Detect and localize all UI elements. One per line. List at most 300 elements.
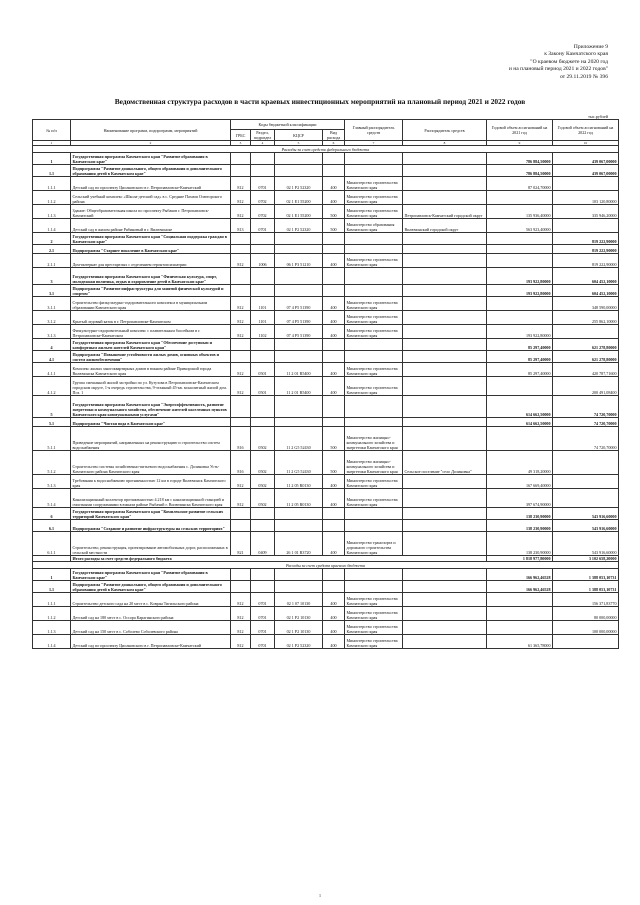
- item-row: [33, 607, 619, 621]
- row-name: Строительство физкультурно-оздоровительного комплекса в муниципальном образовании Камчатского края: [71, 297, 231, 311]
- row-kcsr: 26 1 01 R3720: [275, 532, 323, 556]
- row-number: 3: [33, 268, 71, 285]
- program-row: [33, 165, 619, 177]
- row-number: 1.1.4: [33, 219, 71, 233]
- row-grbs: 812: [231, 297, 251, 311]
- program-row: [33, 520, 619, 532]
- row-main-manager: Министерство строительства Камчатского края: [345, 363, 403, 377]
- col-name: Наименование программ, подпрограмм, мероприятий: [71, 120, 231, 141]
- row-recipient: [403, 569, 487, 581]
- row-razdel: 0702: [251, 205, 275, 219]
- row-kcsr: 02 1 Р2 10130: [275, 607, 323, 621]
- row-kcsr: [275, 581, 323, 593]
- row-vr: 400: [323, 635, 345, 649]
- amount-2022: [553, 489, 619, 508]
- row-number: 1: [33, 153, 71, 165]
- row-razdel: 0701: [251, 635, 275, 649]
- row-recipient: [403, 165, 487, 177]
- row-kcsr: [275, 245, 323, 254]
- row-number: 1.1.1: [33, 593, 71, 607]
- row-vr: 400: [323, 377, 345, 396]
- amount-2022: 156 371,83770: [553, 593, 619, 607]
- row-kcsr: 11 2 01 R5400: [275, 377, 323, 396]
- row-razdel: [251, 245, 275, 254]
- row-grbs: [231, 418, 251, 427]
- row-kcsr: 02 1 07 10130: [275, 593, 323, 607]
- row-vr: 500: [323, 451, 345, 475]
- col-2022: Годовой объем ассигнований на 2022 год: [553, 120, 619, 141]
- row-kcsr: [275, 285, 323, 297]
- row-kcsr: [275, 418, 323, 427]
- item-row: [33, 532, 619, 556]
- row-main-manager: Министерство строительства Камчатского края: [345, 311, 403, 325]
- amount-2022: 439 067,00000: [553, 165, 619, 177]
- row-vr: 400: [323, 297, 345, 311]
- row-vr: [323, 581, 345, 593]
- row-name: Группа смешанной жилой застройки по ул. Кутузова в Петропавловске-Камчатском городском округе, 1-я очередь строительства, 9-этажный 45-кв. монолитный жилой дом. Поз. 1: [71, 377, 231, 396]
- row-razdel: [251, 153, 275, 165]
- row-kcsr: 07 4 Р5 51390: [275, 311, 323, 325]
- row-razdel: 1101: [251, 311, 275, 325]
- row-razdel: [251, 233, 275, 245]
- amount-2022: 543 916,60000: [553, 520, 619, 532]
- program-row: [33, 233, 619, 245]
- program-row: [33, 268, 619, 285]
- row-razdel: 0702: [251, 191, 275, 205]
- row-number: 1.1: [33, 165, 71, 177]
- row-grbs: [231, 581, 251, 593]
- row-vr: [323, 569, 345, 581]
- program-row: [33, 508, 619, 520]
- amount-2022: 1 388 053,10731: [553, 581, 619, 593]
- colnum: 9: [487, 141, 553, 146]
- row-razdel: 0701: [251, 607, 275, 621]
- row-name: Крытый ледовый каток в г. Петропавловске-Камчатском: [71, 311, 231, 325]
- row-kcsr: 02 1 Е1 55200: [275, 191, 323, 205]
- amount-2022: 621 278,80000: [553, 339, 619, 351]
- amount-2022: [553, 635, 619, 649]
- row-name: Государственная программа Камчатского края "Комплексное развитие сельских территорий Камчатского края": [71, 508, 231, 520]
- amount-2022: 74 720,70000: [553, 418, 619, 427]
- row-grbs: [231, 520, 251, 532]
- amount-2021: 1 818 977,80000: [487, 556, 553, 562]
- row-recipient: [403, 153, 487, 165]
- amount-2021: [487, 593, 553, 607]
- row-recipient: [403, 532, 487, 556]
- row-number: 5: [33, 396, 71, 418]
- row-vr: 400: [323, 475, 345, 489]
- row-name: Государственная программа Камчатского края "Развитие образования в Камчатском крае": [71, 153, 231, 165]
- amount-2021: 166 962,46528: [487, 569, 553, 581]
- amount-2021: 49 318,20000: [487, 451, 553, 475]
- row-razdel: [251, 418, 275, 427]
- row-main-manager: Министерство строительства Камчатского края: [345, 254, 403, 268]
- row-main-manager: [345, 581, 403, 593]
- row-vr: 400: [323, 325, 345, 339]
- row-razdel: 0701: [251, 177, 275, 191]
- amount-2022: 255 862,10000: [553, 311, 619, 325]
- row-main-manager: Министерство строительства Камчатского края: [345, 297, 403, 311]
- program-row: [33, 153, 619, 165]
- row-razdel: 0501: [251, 363, 275, 377]
- row-name: Государственная программа Камчатского края "Развитие образования в Камчатском крае": [71, 569, 231, 581]
- expenditure-table: [32, 119, 619, 649]
- amount-2022: 200 491,08400: [553, 377, 619, 396]
- amount-2021: 614 662,50000: [487, 418, 553, 427]
- row-main-manager: [345, 268, 403, 285]
- amount-2021: 61 365,78000: [487, 635, 553, 649]
- row-vr: [323, 153, 345, 165]
- row-recipient: [403, 427, 487, 451]
- item-row: [33, 621, 619, 635]
- amount-2021: [487, 245, 553, 254]
- row-main-manager: Министерство строительства Камчатского края: [345, 205, 403, 219]
- row-recipient: [403, 635, 487, 649]
- row-number: 1.1: [33, 581, 71, 593]
- row-name: Подпрограмма "Старшее поколение в Камчатском крае": [71, 245, 231, 254]
- row-razdel: 1006: [251, 254, 275, 268]
- unit-label: тыс.рублей: [588, 114, 608, 119]
- amount-2022: 543 916,60000: [553, 508, 619, 520]
- row-name: Детский сад по проспекту Циолковского в г. Петропавловске-Камчатский: [71, 635, 231, 649]
- col-main: Главный распорядитель средств: [345, 120, 403, 141]
- amount-2021: 193 922,80000: [487, 325, 553, 339]
- row-grbs: 812: [231, 205, 251, 219]
- row-recipient: [403, 508, 487, 520]
- row-grbs: 812: [231, 593, 251, 607]
- row-vr: [323, 285, 345, 297]
- row-razdel: [251, 520, 275, 532]
- amount-2022: 439 067,00000: [553, 153, 619, 165]
- row-kcsr: 11 2 G5 52430: [275, 427, 323, 451]
- row-vr: 400: [323, 532, 345, 556]
- row-recipient: [403, 285, 487, 297]
- row-vr: [323, 268, 345, 285]
- row-kcsr: 02 1 Р2 52320: [275, 177, 323, 191]
- row-number: 5.1.3: [33, 475, 71, 489]
- amount-2022: [553, 325, 619, 339]
- row-number: 1: [33, 569, 71, 581]
- amount-2022: 80 000,00000: [553, 607, 619, 621]
- colnum: 6: [323, 141, 345, 146]
- row-grbs: [231, 153, 251, 165]
- item-row: [33, 205, 619, 219]
- row-name: Государственная программа Камчатского края "Социальная поддержка граждан в Камчатском крае": [71, 233, 231, 245]
- row-number: 4.1.1: [33, 363, 71, 377]
- row-recipient: [403, 268, 487, 285]
- amount-2022: 420 787,71600: [553, 363, 619, 377]
- row-recipient: [403, 311, 487, 325]
- row-recipient: [403, 351, 487, 363]
- amount-2021: 85 297,40000: [487, 351, 553, 363]
- colnum: 1: [33, 141, 71, 146]
- amount-2021: 786 884,50000: [487, 165, 553, 177]
- amount-2022: 604 452,10000: [553, 268, 619, 285]
- row-name: Государственная программа Камчатского края "Энергоэффективность, развитие энергетики и коммунального хозяйства, обеспечение жителей населенных пунктов Камчатского края коммунальными услугами": [71, 396, 231, 418]
- row-kcsr: [275, 396, 323, 418]
- row-grbs: 812: [231, 325, 251, 339]
- amount-2022: 3 102 658,20000: [553, 556, 619, 562]
- item-row: [33, 377, 619, 396]
- item-row: [33, 635, 619, 649]
- row-recipient: [403, 233, 487, 245]
- row-number: 2: [33, 233, 71, 245]
- row-grbs: [231, 165, 251, 177]
- amount-2021: [487, 607, 553, 621]
- row-main-manager: Министерство строительства Камчатского края: [345, 593, 403, 607]
- row-number: 1.1.2: [33, 191, 71, 205]
- section-title: Расходы за счет средств краевого бюджета: [33, 562, 619, 569]
- row-grbs: [231, 245, 251, 254]
- row-main-manager: Министерство жилищно-коммунального хозяйства и энергетики Камчатского края: [345, 427, 403, 451]
- row-kcsr: [275, 520, 323, 532]
- row-grbs: 812: [231, 311, 251, 325]
- colnum: 4: [251, 141, 275, 146]
- row-kcsr: 11 2 05 R0130: [275, 489, 323, 508]
- row-number: 5.1.4: [33, 489, 71, 508]
- amount-2022: 103 120,80000: [553, 191, 619, 205]
- item-row: [33, 254, 619, 268]
- row-number: 4.1.2: [33, 377, 71, 396]
- amount-2021: 167 669,40000: [487, 475, 553, 489]
- row-recipient: [403, 177, 487, 191]
- row-number: 3.1.3: [33, 325, 71, 339]
- row-vr: 400: [323, 607, 345, 621]
- program-row: [33, 396, 619, 418]
- amount-2021: [487, 297, 553, 311]
- row-recipient: [403, 363, 487, 377]
- amount-2022: [553, 475, 619, 489]
- row-main-manager: [345, 233, 403, 245]
- row-main-manager: Министерство строительства Камчатского края: [345, 325, 403, 339]
- amount-2021: 166 962,46528: [487, 581, 553, 593]
- item-row: [33, 593, 619, 607]
- row-name: Строительство, реконструкция, проектирование автомобильных дорог, расположенных в сельской местности: [71, 532, 231, 556]
- row-kcsr: [275, 351, 323, 363]
- row-number: 5.1: [33, 418, 71, 427]
- row-grbs: 812: [231, 635, 251, 649]
- row-vr: 400: [323, 254, 345, 268]
- row-main-manager: [345, 153, 403, 165]
- row-grbs: 812: [231, 377, 251, 396]
- amount-2021: 138 230,90000: [487, 508, 553, 520]
- row-name: Подпрограмма "Развитие инфраструктуры для занятий физической культурой и спортом": [71, 285, 231, 297]
- row-razdel: 0409: [251, 532, 275, 556]
- header-line-4: и на плановый период 2021 и 2022 годов": [508, 66, 608, 73]
- row-razdel: 0502: [251, 475, 275, 489]
- col-recipient: Распорядитель средств: [403, 120, 487, 141]
- row-kcsr: 02 1 Р2 10130: [275, 621, 323, 635]
- row-grbs: [231, 569, 251, 581]
- amount-2021: 135 936,40000: [487, 205, 553, 219]
- colnum: 2: [71, 141, 231, 146]
- row-recipient: [403, 377, 487, 396]
- row-grbs: 816: [231, 451, 251, 475]
- row-name: Детский сад по проспекту Циолковского в г. Петропавловске-Камчатский: [71, 177, 231, 191]
- row-grbs: 812: [231, 177, 251, 191]
- row-recipient: [403, 191, 487, 205]
- amount-2021: [487, 254, 553, 268]
- row-main-manager: Министерство строительства Камчатского края: [345, 177, 403, 191]
- row-recipient: [403, 581, 487, 593]
- row-razdel: [251, 396, 275, 418]
- row-main-manager: Министерство строительства Камчатского края: [345, 607, 403, 621]
- item-row: [33, 475, 619, 489]
- section-header-row: [33, 146, 619, 153]
- row-name: Дом-интернат для престарелых с отделением геронтопсихиатрии: [71, 254, 231, 268]
- row-name: Подпрограмма "Развитие дошкольного, общего образования и дополнительного образования детей в Камчатском крае": [71, 165, 231, 177]
- row-kcsr: 11 2 05 R0130: [275, 475, 323, 489]
- row-grbs: 812: [231, 191, 251, 205]
- row-number: 1.1.2: [33, 607, 71, 621]
- row-razdel: [251, 569, 275, 581]
- amount-2021: 85 297,40000: [487, 363, 553, 377]
- row-vr: [323, 396, 345, 418]
- row-grbs: [231, 233, 251, 245]
- row-vr: 400: [323, 593, 345, 607]
- amount-2022: 819 222,90000: [553, 245, 619, 254]
- amount-2021: 786 884,50000: [487, 153, 553, 165]
- col-razdel: Раздел, подраздел: [251, 130, 275, 141]
- row-recipient: [403, 396, 487, 418]
- row-razdel: 0502: [251, 427, 275, 451]
- row-main-manager: Министерство строительства Камчатского края: [345, 621, 403, 635]
- amount-2022: [553, 451, 619, 475]
- row-razdel: [251, 508, 275, 520]
- amount-2021: 563 923,40000: [487, 219, 553, 233]
- row-number: 6.1: [33, 520, 71, 532]
- col-grbs: ГРБС: [231, 130, 251, 141]
- row-name: Государственная программа Камчатского края "Физическая культура, спорт, молодежная политика, отдых и оздоровление детей в Камчатском крае": [71, 268, 231, 285]
- item-row: [33, 311, 619, 325]
- row-name: Подпрограмма "Развитие дошкольного, общего образования и дополнительного образования детей в Камчатском крае": [71, 581, 231, 593]
- colnum: 5: [275, 141, 323, 146]
- row-recipient: [403, 489, 487, 508]
- item-row: [33, 297, 619, 311]
- row-vr: [323, 508, 345, 520]
- amount-2022: 74 720,70000: [553, 396, 619, 418]
- row-name: Строительство детского сада на 20 мест в с. Ковран Тигильского района: [71, 593, 231, 607]
- row-main-manager: Министерство транспорта и дорожного строительства Камчатского края: [345, 532, 403, 556]
- row-number: 3.1.1: [33, 297, 71, 311]
- row-main-manager: Министерство строительства Камчатского края: [345, 377, 403, 396]
- amount-2021: 87 024,70000: [487, 177, 553, 191]
- row-vr: 400: [323, 621, 345, 635]
- row-vr: [323, 165, 345, 177]
- amount-2021: [487, 377, 553, 396]
- row-main-manager: [345, 339, 403, 351]
- amount-2022: 819 222,90000: [553, 254, 619, 268]
- page-number: 1: [319, 893, 321, 898]
- amount-2022: 819 222,90000: [553, 233, 619, 245]
- row-name: Физкультурно-оздоровительный комплекс с плавательным бассейном в г. Петропавловске-Камчатском: [71, 325, 231, 339]
- row-number: 4.1: [33, 351, 71, 363]
- amount-2021: 138 230,90000: [487, 532, 553, 556]
- row-recipient: [403, 607, 487, 621]
- row-number: 1.1.4: [33, 635, 71, 649]
- row-number: 1.1.3: [33, 621, 71, 635]
- row-grbs: 813: [231, 219, 251, 233]
- row-vr: 400: [323, 311, 345, 325]
- header-line-3: "О краевом бюджете на 2020 год: [530, 58, 608, 65]
- row-recipient: [403, 325, 487, 339]
- row-name: Детский сад на 150 мест в с. Соболево Соболевского района: [71, 621, 231, 635]
- row-razdel: 0701: [251, 621, 275, 635]
- row-main-manager: Министерство строительства Камчатского края: [345, 489, 403, 508]
- row-vr: [323, 233, 345, 245]
- amount-2022: 621 278,80000: [553, 351, 619, 363]
- row-name: Детский сад в жилом районе Рябиновый в г. Вилючинске: [71, 219, 231, 233]
- row-number: 1.1.3: [33, 205, 71, 219]
- row-main-manager: [345, 396, 403, 418]
- row-recipient: Петропавловск-Камчатский городской округ: [403, 205, 487, 219]
- row-razdel: 0502: [251, 489, 275, 508]
- row-grbs: [231, 268, 251, 285]
- row-number: 2.1: [33, 245, 71, 254]
- appendix-header: [509, 44, 608, 81]
- amount-2022: 74 720,70000: [553, 427, 619, 451]
- item-row: [33, 451, 619, 475]
- item-row: [33, 427, 619, 451]
- row-kcsr: 07 4 Р5 51390: [275, 325, 323, 339]
- row-recipient: [403, 418, 487, 427]
- row-recipient: [403, 297, 487, 311]
- row-grbs: 812: [231, 254, 251, 268]
- row-grbs: [231, 339, 251, 351]
- colnum: 10: [553, 141, 619, 146]
- row-kcsr: [275, 268, 323, 285]
- row-main-manager: Министерство строительства Камчатского края: [345, 475, 403, 489]
- row-recipient: Сельское поселение "село Долиновка": [403, 451, 487, 475]
- row-name: Подпрограмма "Повышение устойчивости жилых домов, основных объектов и систем жизнеобеспечения": [71, 351, 231, 363]
- amount-2021: 193 922,80000: [487, 268, 553, 285]
- row-name: Проведение мероприятий, направленных на реконструкцию и строительство систем водоснабжения: [71, 427, 231, 451]
- program-row: [33, 245, 619, 254]
- row-name: Комплекс жилых многоквартирных домов в южном районе Приморский города Вилючинска Камчатского края: [71, 363, 231, 377]
- row-kcsr: 11 2 01 R5400: [275, 363, 323, 377]
- amount-2021: 138 230,90000: [487, 520, 553, 532]
- row-grbs: 821: [231, 532, 251, 556]
- row-kcsr: [275, 569, 323, 581]
- row-grbs: 812: [231, 621, 251, 635]
- row-number: 5.1.1: [33, 427, 71, 451]
- row-razdel: 1102: [251, 325, 275, 339]
- row-number: 1.1.1: [33, 177, 71, 191]
- row-main-manager: Министерство строительства Камчатского края: [345, 635, 403, 649]
- col-codes: Коды бюджетной классификации: [231, 120, 345, 130]
- row-vr: [323, 245, 345, 254]
- program-row: [33, 351, 619, 363]
- row-vr: 400: [323, 177, 345, 191]
- row-grbs: 812: [231, 363, 251, 377]
- row-name: Сельский учебный комплекс «Школа-детский сад» в с. Средние Пахачи Олюторского района: [71, 191, 231, 205]
- row-main-manager: Министерство строительства Камчатского края: [345, 191, 403, 205]
- row-main-manager: [345, 351, 403, 363]
- item-row: [33, 191, 619, 205]
- row-recipient: [403, 621, 487, 635]
- amount-2021: [487, 621, 553, 635]
- row-kcsr: [275, 233, 323, 245]
- section-title: Расходы за счет средств федерального бюджета: [33, 146, 619, 153]
- row-razdel: 0502: [251, 451, 275, 475]
- row-number: 2.1.1: [33, 254, 71, 268]
- row-kcsr: 02 1 Е1 55200: [275, 205, 323, 219]
- amount-2021: 614 662,50000: [487, 396, 553, 418]
- row-number: 6: [33, 508, 71, 520]
- row-name: Здание: Общеобразовательная школа по проспекту Рыбаков г. Петропавловск-Камчатский: [71, 205, 231, 219]
- item-row: [33, 489, 619, 508]
- row-kcsr: 11 2 G5 52430: [275, 451, 323, 475]
